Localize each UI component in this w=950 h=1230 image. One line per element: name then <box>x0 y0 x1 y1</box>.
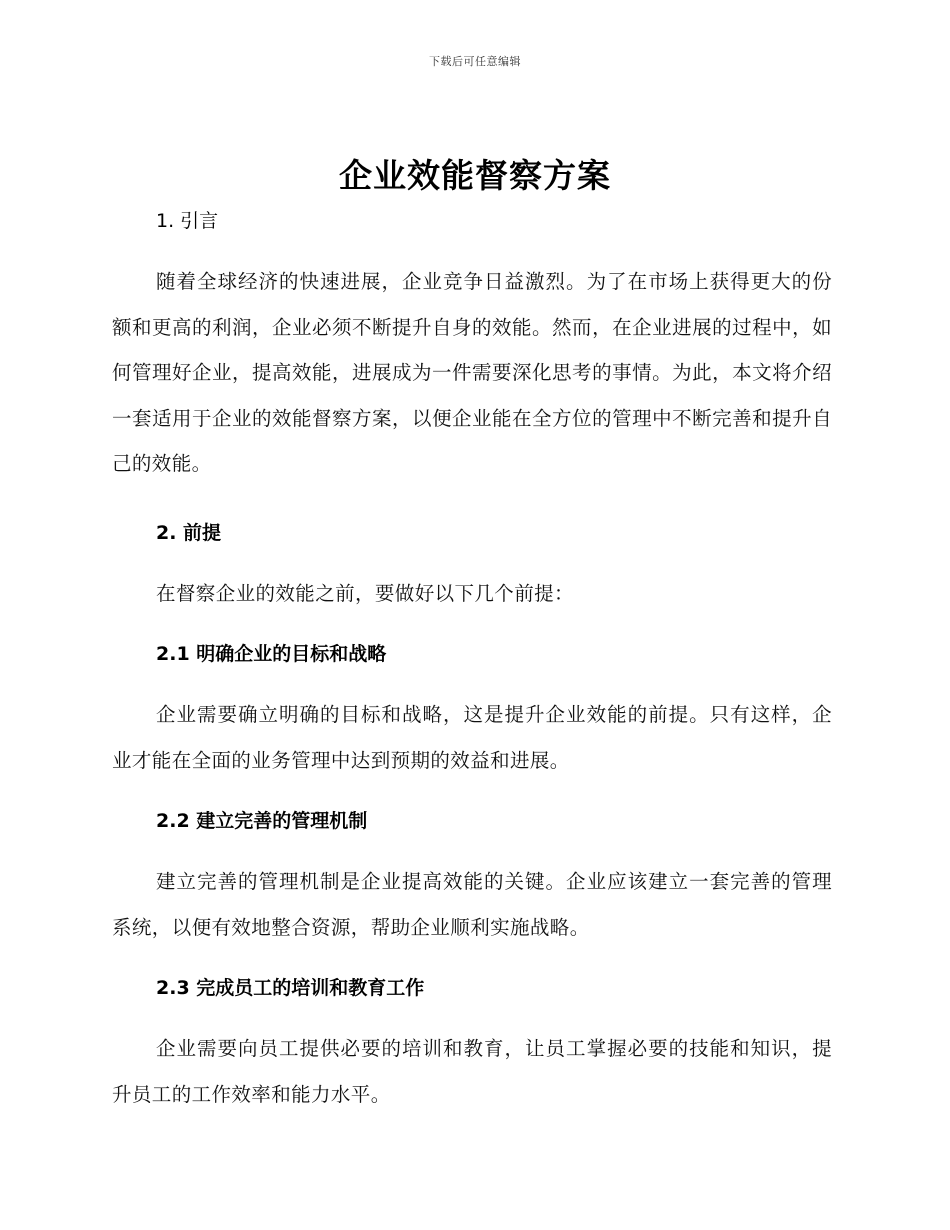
paragraph-goals: 企业需要确立明确的目标和战略，这是提升企业效能的前提。只有这样，企业才能在全面的业务管理中达到预期的效益和进展。 <box>112 703 832 772</box>
section-heading-intro: 1. 引言 <box>156 210 219 232</box>
document-title: 企业效能督察方案 <box>339 156 611 195</box>
section-heading-training: 2.3 完成员工的培训和教育工作 <box>156 977 425 999</box>
document-body <box>112 203 832 1117</box>
paragraph-premise: 在督察企业的效能之前，要做好以下几个前提： <box>156 581 574 605</box>
paragraph-mechanism: 建立完善的管理机制是企业提高效能的关键。企业应该建立一套完善的管理系统，以便有效地整合资源，帮助企业顺利实施战略。 <box>112 870 832 939</box>
section-heading-mechanism: 2.2 建立完善的管理机制 <box>156 810 368 832</box>
section-heading-goals: 2.1 明确企业的目标和战略 <box>156 643 387 665</box>
section-heading-premise: 2. 前提 <box>156 521 222 544</box>
page-header-note: 下载后可任意编辑 <box>429 55 521 68</box>
paragraph-training: 企业需要向员工提供必要的培训和教育，让员工掌握必要的技能和知识，提升员工的工作效率和能力水平。 <box>112 1037 832 1106</box>
paragraph-intro: 随着全球经济的快速进展，企业竞争日益激烈。为了在市场上获得更大的份额和更高的利润，企业必须不断提升自身的效能。然而，在企业进展的过程中，如何管理好企业，提高效能，进展成为一件需要深化思考的事情。为此，本文将介绍一套适用于企业的效能督察方案，以便企业能在全方位的管理中不断完善和提升自己的效能。 <box>112 270 832 475</box>
